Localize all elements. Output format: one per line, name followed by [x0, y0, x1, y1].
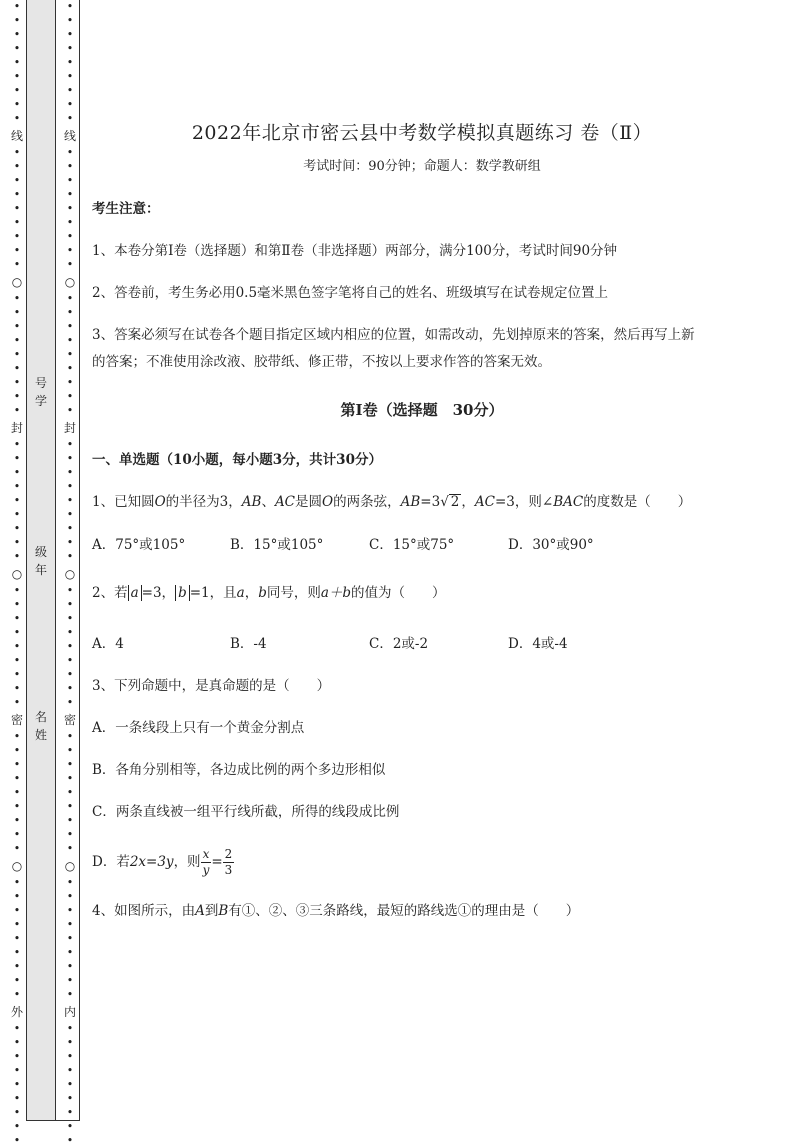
dot: • [66, 1036, 74, 1049]
dot: • [66, 758, 74, 771]
dot: • [66, 376, 74, 389]
outer-dot-column [8, 0, 26, 1147]
dot: • [66, 452, 74, 465]
dot: • [13, 362, 21, 375]
dot: • [66, 292, 74, 305]
dot: • [13, 828, 21, 841]
dot: • [13, 1064, 21, 1077]
dot: • [66, 1050, 74, 1063]
dot: • [66, 1092, 74, 1105]
grade-label: 级 年 [34, 545, 47, 577]
option-b[interactable]: B．15°或105° [230, 537, 324, 553]
dot: • [66, 988, 74, 1001]
dot: • [66, 522, 74, 535]
dot: • [13, 188, 21, 201]
dot: • [66, 786, 74, 799]
dot: • [13, 842, 21, 855]
dot: • [13, 28, 21, 41]
dot: • [13, 668, 21, 681]
dot: • [13, 348, 21, 361]
dot: • [13, 230, 21, 243]
dot: • [66, 904, 74, 917]
binding-mark: ○ [64, 567, 76, 581]
binding-mark: 密 [10, 713, 23, 727]
dot: • [66, 668, 74, 681]
dot: • [66, 612, 74, 625]
dot: • [66, 320, 74, 333]
dot: • [66, 960, 74, 973]
binding-mark: 封 [10, 421, 23, 435]
binding-mark: ○ [11, 275, 23, 289]
dot: • [66, 334, 74, 347]
dot: • [66, 390, 74, 403]
dot: • [66, 626, 74, 639]
binding-mark: 外 [10, 1005, 23, 1019]
dot: • [13, 1120, 21, 1133]
dot: • [13, 306, 21, 319]
dot: • [66, 772, 74, 785]
dot: • [13, 730, 21, 743]
dot: • [13, 376, 21, 389]
dot: • [13, 494, 21, 507]
page-title: 2022年北京市密云县中考数学模拟真题练习 卷（Ⅱ） [191, 122, 653, 144]
dot: • [66, 146, 74, 159]
dot: • [66, 348, 74, 361]
dot: • [13, 1092, 21, 1105]
dot: • [66, 536, 74, 549]
dot: • [66, 438, 74, 451]
question-3-option-d[interactable]: D．若2x=3y，则 $\frac{x}{y}$ = $\frac{2}{3}$ [92, 847, 233, 877]
page-subtitle: 考试时间：90分钟；命题人：数学教研组 [303, 159, 541, 174]
dot: • [66, 188, 74, 201]
question-1: 1、已知圆O的半径为3，AB、AC是圆O的两条弦，AB=3√ 2 ，AC=3，则∠BAC的度数是（ ） [92, 494, 692, 510]
dot: • [13, 946, 21, 959]
dot: • [13, 974, 21, 987]
dot: • [66, 974, 74, 987]
notice-heading: 考生注意： [92, 201, 160, 217]
dot: • [13, 988, 21, 1001]
dot: • [66, 98, 74, 111]
dot: • [13, 244, 21, 257]
dot: • [13, 550, 21, 563]
part-heading: 一、单选题（10小题，每小题3分，共计30分） [92, 452, 382, 468]
dot: • [66, 0, 74, 13]
sqrt-symbol: √ [440, 494, 449, 510]
notice-item-2: 2、答卷前，考生务必用0.5毫米黑色签字笔将自己的姓名、班级填写在试卷规定位置上 [92, 285, 609, 301]
dot: • [13, 258, 21, 271]
dot: • [13, 960, 21, 973]
dot: • [13, 70, 21, 83]
option-c[interactable]: C．2或-2 [369, 636, 429, 652]
dot: • [13, 320, 21, 333]
question-2: 2、若 a =3， b =1，且a，b同号，则a＋b的值为（ ） [92, 585, 446, 601]
dot: • [13, 640, 21, 653]
name-label: 名 姓 [34, 710, 47, 742]
dot: • [66, 744, 74, 757]
option-d[interactable]: D．4或-4 [508, 636, 568, 652]
dot: • [13, 334, 21, 347]
sqrt-radicand: 2 [450, 494, 460, 510]
dot: • [66, 1022, 74, 1035]
dot: • [66, 550, 74, 563]
dot: • [66, 84, 74, 97]
dot: • [66, 174, 74, 187]
binding-mark: ○ [64, 859, 76, 873]
question-3-option-b[interactable]: B．各角分别相等，各边成比例的两个多边形相似 [92, 762, 386, 778]
dot: • [13, 1022, 21, 1035]
question-3: 3、下列命题中，是真命题的是（ ） [92, 678, 331, 694]
dot: • [66, 598, 74, 611]
question-3-option-c[interactable]: C．两条直线被一组平行线所截，所得的线段成比例 [92, 804, 400, 820]
dot: • [13, 932, 21, 945]
dot: • [66, 306, 74, 319]
dot: • [13, 202, 21, 215]
binding-mark: ○ [11, 859, 23, 873]
dot: • [66, 160, 74, 173]
notice-item-1: 1、本卷分第Ⅰ卷（选择题）和第Ⅱ卷（非选择题）两部分，满分100分，考试时间90分钟 [92, 243, 618, 259]
dot: • [66, 216, 74, 229]
dot: • [66, 654, 74, 667]
dot: • [66, 202, 74, 215]
dot: • [66, 640, 74, 653]
dot: • [66, 584, 74, 597]
dot: • [13, 14, 21, 27]
dot: • [13, 536, 21, 549]
dot: • [13, 1106, 21, 1119]
dot: • [13, 744, 21, 757]
dot: • [13, 1134, 21, 1147]
dot: • [13, 1078, 21, 1091]
dot: • [66, 466, 74, 479]
binding-mark: 线 [63, 129, 76, 143]
dot: • [13, 758, 21, 771]
dot: • [13, 112, 21, 125]
dot: • [66, 244, 74, 257]
binding-mark: 密 [63, 713, 76, 727]
dot: • [13, 216, 21, 229]
dot: • [13, 56, 21, 69]
abs-b: b [175, 585, 190, 601]
dot: • [13, 1036, 21, 1049]
fraction-2-over-3: $\frac{2}{3}$ [224, 847, 233, 877]
dot: • [13, 626, 21, 639]
question-1-options [92, 531, 752, 559]
dot: • [13, 1050, 21, 1063]
dot: • [66, 918, 74, 931]
dot: • [13, 522, 21, 535]
dot: • [13, 466, 21, 479]
dot: • [66, 890, 74, 903]
dot: • [66, 508, 74, 521]
dot: • [13, 772, 21, 785]
dot: • [13, 654, 21, 667]
dot: • [13, 682, 21, 695]
dot: • [66, 696, 74, 709]
dot: • [13, 390, 21, 403]
dot: • [66, 42, 74, 55]
dot: • [13, 876, 21, 889]
dot: • [66, 828, 74, 841]
option-b[interactable]: B．-4 [230, 636, 267, 652]
dot: • [66, 1134, 74, 1147]
dot: • [13, 696, 21, 709]
dot: • [66, 682, 74, 695]
dot: • [13, 890, 21, 903]
dot: • [13, 786, 21, 799]
dot: • [66, 480, 74, 493]
dot: • [66, 730, 74, 743]
dot: • [66, 112, 74, 125]
dot: • [13, 612, 21, 625]
dot: • [13, 160, 21, 173]
student-number-label: 号 学 [34, 376, 47, 408]
fraction-x-over-y: $\frac{x}{y}$ [202, 847, 210, 877]
inner-dot-column [61, 0, 79, 1147]
dot: • [13, 292, 21, 305]
binding-mark: ○ [64, 275, 76, 289]
dot: • [66, 28, 74, 41]
binding-mark: 内 [63, 1005, 76, 1019]
question-2-options [92, 630, 752, 658]
dot: • [66, 230, 74, 243]
dot: • [66, 70, 74, 83]
dot: • [13, 480, 21, 493]
dot: • [13, 42, 21, 55]
dot: • [13, 98, 21, 111]
dot: • [66, 932, 74, 945]
dot: • [13, 404, 21, 417]
abs-a: a [128, 585, 142, 601]
dot: • [66, 800, 74, 813]
dot: • [13, 598, 21, 611]
margin-rule [79, 0, 80, 1120]
dot: • [13, 452, 21, 465]
option-d[interactable]: D．30°或90° [508, 537, 594, 553]
binding-mark: 封 [63, 421, 76, 435]
dot: • [66, 814, 74, 827]
dot: • [13, 814, 21, 827]
binding-mark: 线 [10, 129, 23, 143]
option-a[interactable]: A．75°或105° [92, 537, 186, 553]
dot: • [66, 494, 74, 507]
dot: • [13, 438, 21, 451]
dot: • [66, 1106, 74, 1119]
question-4: 4、如图所示，由A到B有①、②、③三条路线，最短的路线选①的理由是（ ） [92, 903, 580, 919]
dot: • [66, 1120, 74, 1133]
dot: • [13, 904, 21, 917]
dot: • [66, 404, 74, 417]
dot: • [66, 876, 74, 889]
notice-item-3: 3、答案必须写在试卷各个题目指定区域内相应的位置，如需改动，先划掉原来的答案，然后再写上新 [92, 327, 695, 343]
dot: • [13, 918, 21, 931]
question-3-option-a[interactable]: A．一条线段上只有一个黄金分割点 [92, 720, 305, 736]
dot: • [66, 258, 74, 271]
dot: • [66, 56, 74, 69]
dot: • [66, 362, 74, 375]
dot: • [13, 508, 21, 521]
dot: • [66, 1064, 74, 1077]
dot: • [66, 842, 74, 855]
dot: • [13, 146, 21, 159]
dot: • [66, 1078, 74, 1091]
dot: • [13, 584, 21, 597]
notice-item-3-cont: 的答案；不准使用涂改液、胶带纸、修正带，不按以上要求作答的答案无效。 [92, 354, 551, 370]
section-title: 第Ⅰ卷（选择题 30分） [340, 401, 504, 419]
option-c[interactable]: C．15°或75° [369, 537, 455, 553]
option-a[interactable]: A．4 [92, 636, 124, 652]
dot: • [13, 0, 21, 13]
dot: • [66, 946, 74, 959]
binding-mark: ○ [11, 567, 23, 581]
dot: • [13, 84, 21, 97]
dot: • [13, 800, 21, 813]
dot: • [13, 174, 21, 187]
dot: • [66, 14, 74, 27]
